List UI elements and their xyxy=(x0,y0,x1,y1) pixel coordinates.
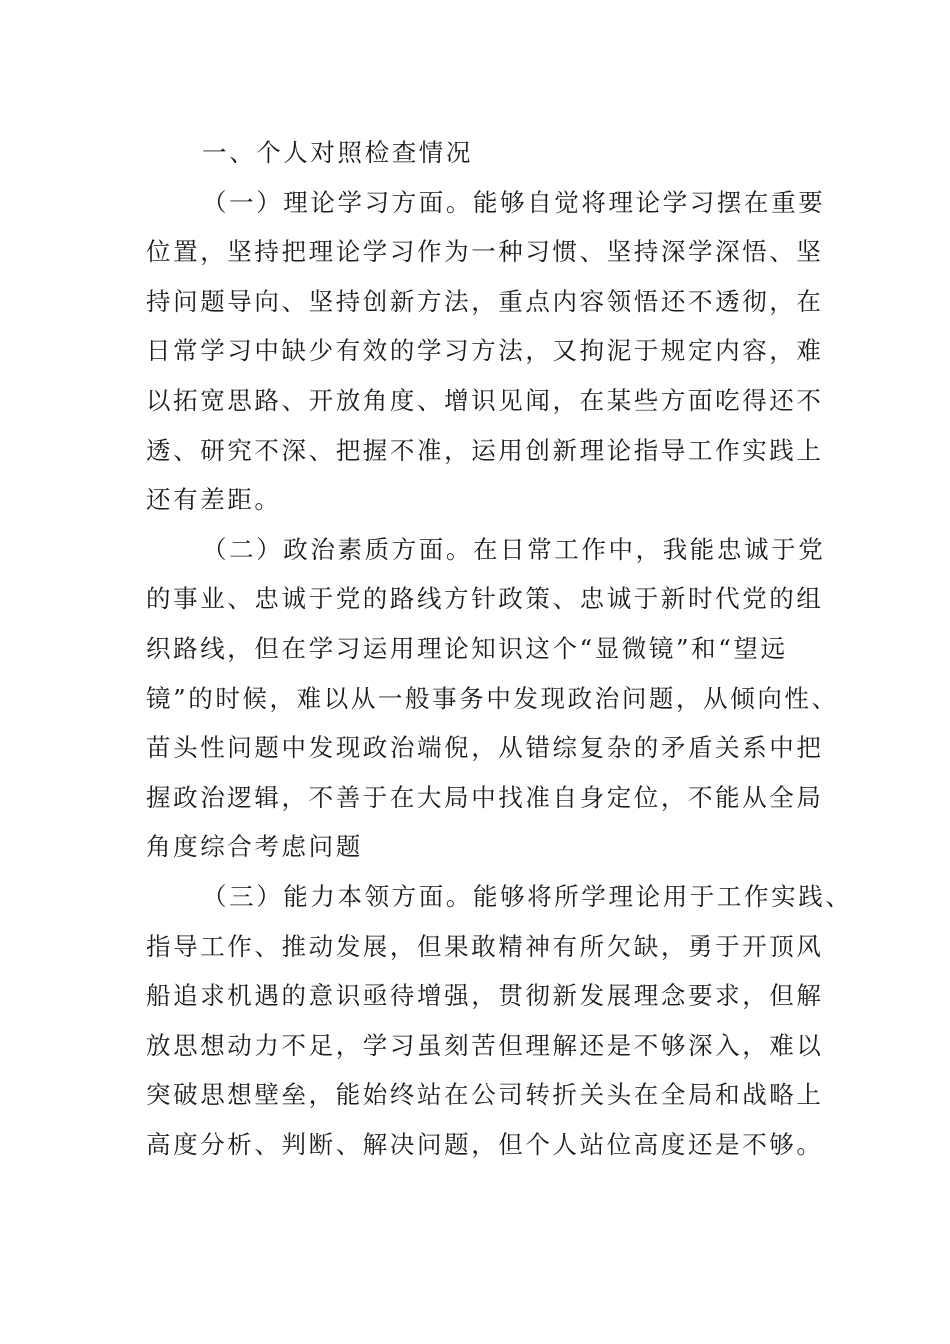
paragraph-line: （一）理论学习方面。能够自觉将理论学习摆在重要 xyxy=(202,187,826,217)
paragraph-line: 苗头性问题中发现政治端倪，从错综复杂的矛盾关系中把 xyxy=(146,733,824,763)
paragraph-line: （三）能力本领方面。能够将所学理论用于工作实践、 xyxy=(202,881,853,911)
paragraph-ability-skills xyxy=(146,872,853,1170)
paragraph-line: （二）政治素质方面。在日常工作中，我能忠诚于党 xyxy=(202,534,826,564)
paragraph-line: 以拓宽思路、开放角度、增识见闻，在某些方面吃得还不 xyxy=(146,385,824,415)
paragraph-political-quality xyxy=(146,525,839,872)
paragraph-theory-study xyxy=(146,178,826,525)
paragraph-line: 镜”的时候，难以从一般事务中发现政治问题，从倾向性、 xyxy=(146,683,839,713)
paragraph-line: 透、研究不深、把握不准，运用创新理论指导工作实践上 xyxy=(146,435,824,465)
document-body xyxy=(146,128,853,1169)
paragraph-line: 还有差距。 xyxy=(146,485,282,515)
paragraph-line: 突破思想壁垒，能始终站在公司转折关头在全局和战略上 xyxy=(146,1080,824,1110)
paragraph-line: 位置，坚持把理论学习作为一种习惯、坚持深学深悟、坚 xyxy=(146,237,824,267)
paragraph-line: 船追求机遇的意识亟待增强，贯彻新发展理念要求，但解 xyxy=(146,981,824,1011)
paragraph-line: 织路线，但在学习运用理论知识这个“显微镜”和“望远 xyxy=(146,633,788,663)
paragraph-line: 高度分析、判断、解决问题，但个人站位高度还是不够。 xyxy=(146,1129,824,1159)
section-heading: 一、个人对照检查情况 xyxy=(202,138,473,167)
paragraph-line: 持问题导向、坚持创新方法，重点内容领悟还不透彻，在 xyxy=(146,286,824,316)
paragraph-line: 日常学习中缺少有效的学习方法，又拘泥于规定内容，难 xyxy=(146,336,824,366)
paragraph-line: 的事业、忠诚于党的路线方针政策、忠诚于新时代党的组 xyxy=(146,584,824,614)
paragraph-line: 角度综合考虑问题 xyxy=(146,832,363,862)
paragraph-line: 指导工作、推动发展，但果敢精神有所欠缺，勇于开顶风 xyxy=(146,931,824,961)
paragraph-line: 放思想动力不足，学习虽刻苦但理解还是不够深入，难以 xyxy=(146,1030,824,1060)
paragraph-line: 握政治逻辑，不善于在大局中找准自身定位，不能从全局 xyxy=(146,782,824,812)
